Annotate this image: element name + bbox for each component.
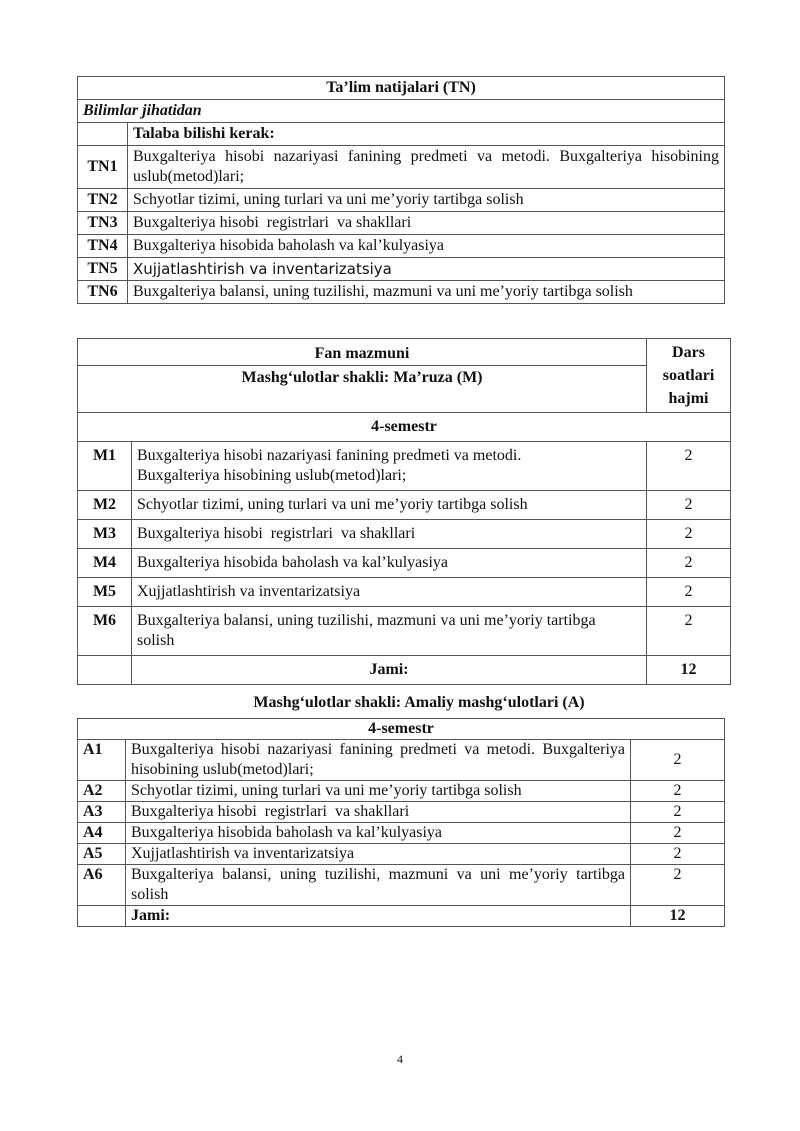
learning-outcomes-title: Ta’lim natijalari (TN) (78, 77, 725, 100)
practical-form-title: Mashg‘ulotlar shakli: Amaliy mashg‘ulotlari (A) (253, 694, 585, 711)
row-code: M1 (78, 442, 132, 491)
row-text: Buxgalteriya hisobida baholash va kal’kulyasiya (126, 823, 631, 844)
row-code: A6 (78, 865, 126, 906)
empty-cell (78, 906, 126, 927)
total-label: Jami: (132, 656, 647, 685)
row-code: A2 (78, 781, 126, 802)
table-row (78, 578, 731, 607)
row-code: TN3 (78, 212, 128, 235)
table-row (78, 844, 725, 865)
row-hours: 2 (631, 865, 725, 906)
row-code: M6 (78, 607, 132, 656)
row-hours: 2 (631, 740, 725, 781)
practical-content-table (77, 718, 725, 927)
table-row (78, 281, 725, 304)
semester-label: 4-semestr (78, 719, 725, 740)
table-row (78, 802, 725, 823)
table-row (78, 865, 725, 906)
table-row (78, 235, 725, 258)
table-row (78, 491, 731, 520)
table-row (78, 549, 731, 578)
row-code: M2 (78, 491, 132, 520)
table-row (78, 189, 725, 212)
table-row (78, 212, 725, 235)
row-code: A4 (78, 823, 126, 844)
lecture-content-table (77, 338, 731, 685)
row-text: Buxgalteriya hisobi registrlari va shakllari (132, 520, 647, 549)
total-row (78, 906, 725, 927)
row-hours: 2 (647, 607, 731, 656)
total-hours: 12 (647, 656, 731, 685)
row-hours: 2 (631, 802, 725, 823)
row-code: TN5 (78, 258, 128, 281)
row-hours: 2 (647, 549, 731, 578)
table-row (78, 607, 731, 656)
hours-header: Dars soatlari hajmi (647, 339, 731, 413)
row-hours: 2 (631, 844, 725, 865)
row-hours: 2 (647, 491, 731, 520)
empty-cell (78, 123, 128, 146)
row-text: Buxgalteriya hisobi registrlari va shakllari (128, 212, 725, 235)
row-code: M3 (78, 520, 132, 549)
table-row (78, 146, 725, 189)
total-hours: 12 (631, 906, 725, 927)
student-should-know-label: Talaba bilishi kerak: (128, 123, 725, 146)
total-row (78, 656, 731, 685)
row-text: Buxgalteriya balansi, uning tuzilishi, mazmuni va uni me’yoriy tartibga solish (128, 281, 725, 304)
table-row (78, 823, 725, 844)
row-code: A1 (78, 740, 126, 781)
row-text: Buxgalteriya hisobi nazariyasi fanining predmeti va metodi. Buxgalteriya hisobining uslub(metod)lari; (128, 146, 725, 189)
table-row (78, 740, 725, 781)
course-content-title: Fan mazmuni (78, 339, 647, 366)
row-code: A5 (78, 844, 126, 865)
table-row (78, 258, 725, 281)
row-text: Buxgalteriya hisobida baholash va kal’kulyasiya (128, 235, 725, 258)
row-code: M5 (78, 578, 132, 607)
row-text: Buxgalteriya hisobida baholash va kal’kulyasiya (132, 549, 647, 578)
row-code: TN4 (78, 235, 128, 258)
row-text: Buxgalteriya balansi, uning tuzilishi, mazmuni va uni me’yoriy tartibga solish (132, 607, 647, 656)
semester-label: 4-semestr (78, 413, 731, 442)
empty-cell (78, 656, 132, 685)
table-row (78, 781, 725, 802)
learning-outcomes-table (77, 76, 725, 304)
row-text: Buxgalteriya hisobi nazariyasi fanining predmeti va metodi. Buxgalteriya hisobining uslub(metod)lari; (132, 442, 647, 491)
table-row (78, 442, 731, 491)
row-hours: 2 (647, 578, 731, 607)
row-text: Xujjatlashtirish va inventarizatsiya (126, 844, 631, 865)
row-hours: 2 (647, 520, 731, 549)
row-code: TN6 (78, 281, 128, 304)
row-hours: 2 (631, 781, 725, 802)
total-label: Jami: (126, 906, 631, 927)
row-code: A3 (78, 802, 126, 823)
row-text: Schyotlar tizimi, uning turlari va uni me’yoriy tartibga solish (126, 781, 631, 802)
row-text: Xujjatlashtirish va inventarizatsiya (128, 258, 725, 281)
row-hours: 2 (631, 823, 725, 844)
row-code: TN2 (78, 189, 128, 212)
page-number: 4 (397, 1052, 403, 1066)
row-hours: 2 (647, 442, 731, 491)
row-text: Buxgalteriya hisobi nazariyasi fanining predmeti va metodi. Buxgalteriya hisobining uslub(metod)lari; (126, 740, 631, 781)
row-text: Buxgalteriya hisobi registrlari va shakllari (126, 802, 631, 823)
table-row (78, 520, 731, 549)
row-text: Schyotlar tizimi, uning turlari va uni me’yoriy tartibga solish (132, 491, 647, 520)
lecture-form-title: Mashg‘ulotlar shakli: Ma’ruza (M) (78, 366, 647, 413)
row-text: Xujjatlashtirish va inventarizatsiya (132, 578, 647, 607)
row-code: TN1 (78, 146, 128, 189)
row-text: Schyotlar tizimi, uning turlari va uni me’yoriy tartibga solish (128, 189, 725, 212)
row-code: M4 (78, 549, 132, 578)
row-text: Buxgalteriya balansi, uning tuzilishi, mazmuni va uni me’yoriy tartibga solish (126, 865, 631, 906)
knowledge-subtitle: Bilimlar jihatidan (78, 100, 725, 123)
